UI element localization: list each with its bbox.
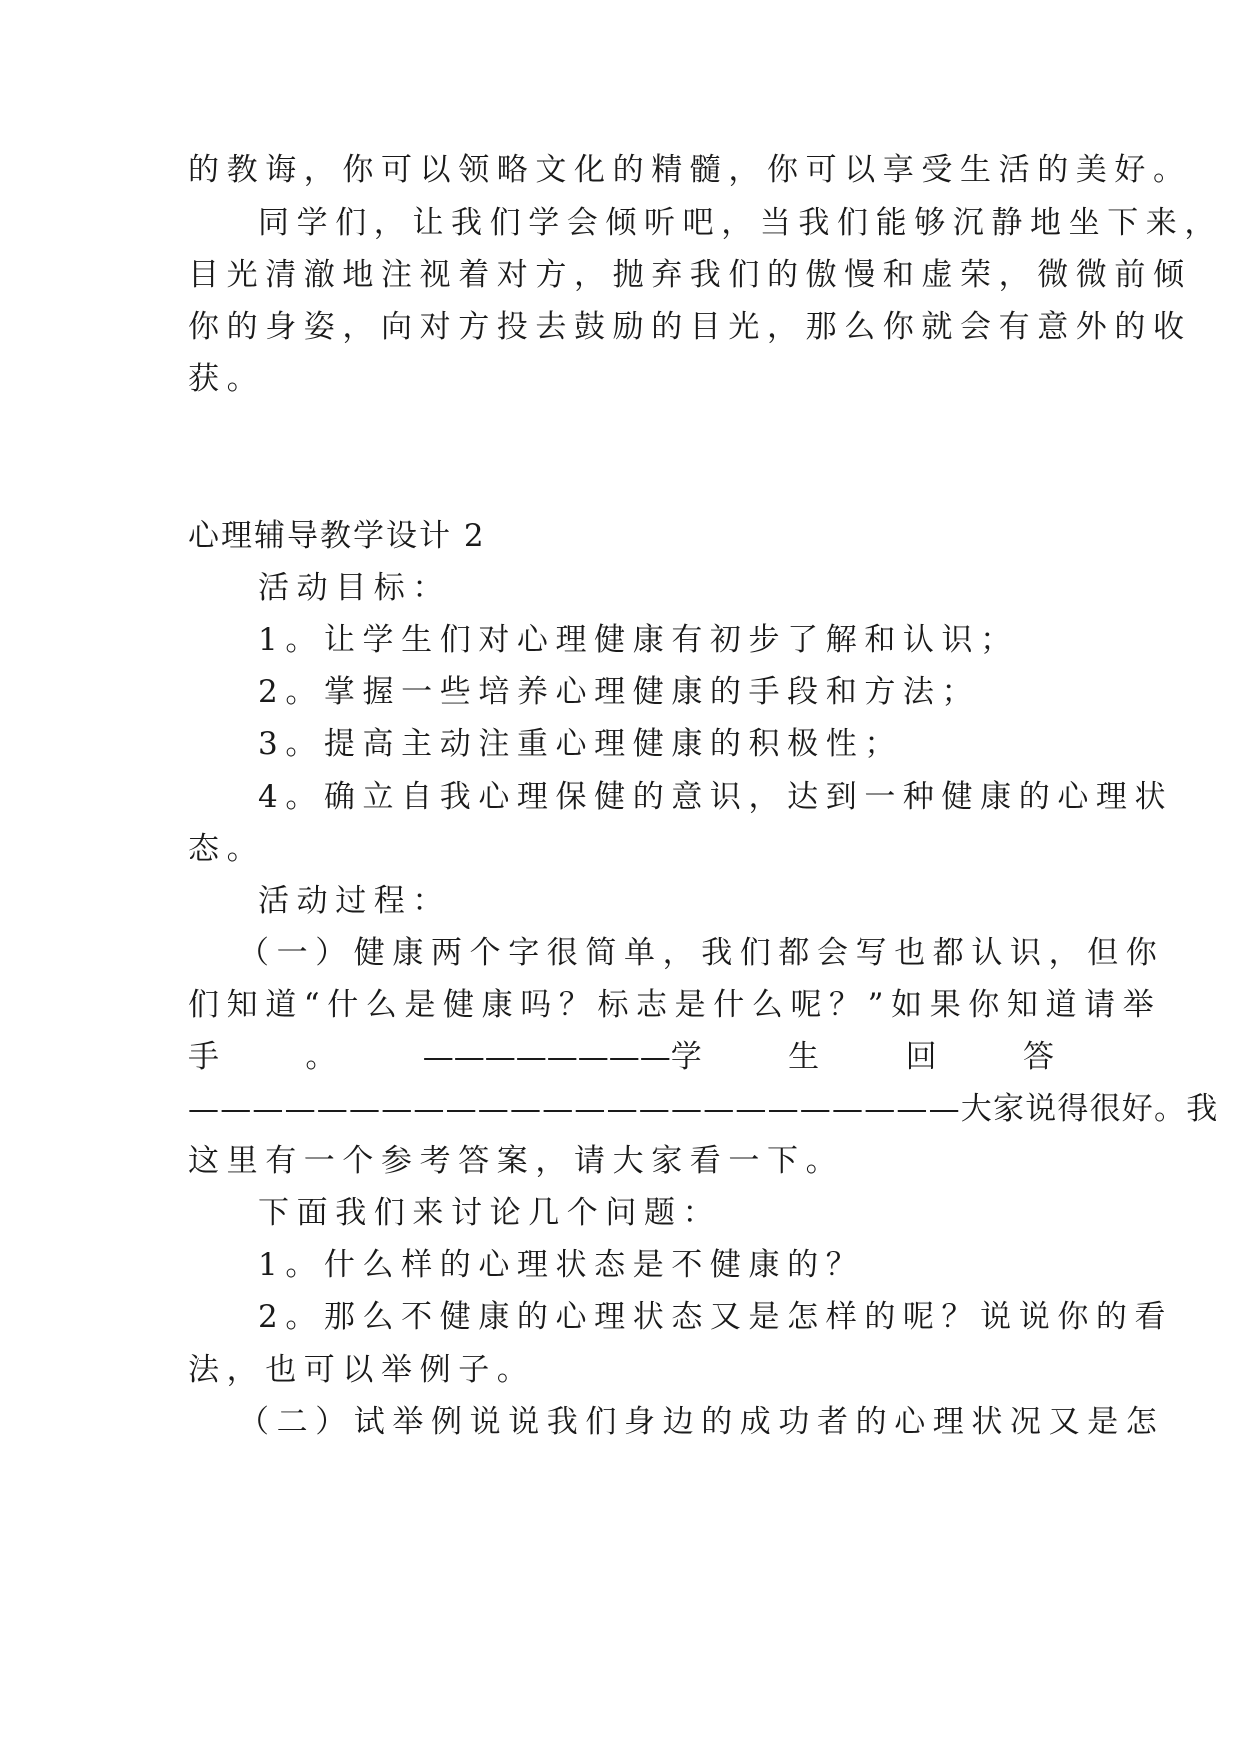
process-part-1-line-1: （一）健康两个字很简单，我们都会写也都认识，但你 bbox=[238, 935, 1165, 971]
process-part-2-line-1: （二）试举例说说我们身边的成功者的心理状况又是怎 bbox=[238, 1404, 1165, 1440]
process-part-1-line-2: 们知道“什么是健康吗？标志是什么呢？”如果你知道请举 bbox=[188, 987, 1162, 1023]
section-title: 心理辅导教学设计 2 bbox=[188, 518, 486, 554]
goal-item-4-line-1: 4。确立自我心理保健的意识，达到一种健康的心理状 bbox=[258, 779, 1174, 815]
goal-item-3: 3。提高主动注重心理健康的积极性； bbox=[258, 726, 903, 762]
listen-paragraph-line-1: 同学们，让我们学会倾听吧，当我们能够沉静地坐下来， bbox=[258, 205, 1223, 241]
discuss-question-2-line-1: 2。那么不健康的心理状态又是怎样的呢？说说你的看 bbox=[258, 1299, 1174, 1335]
justified-word-4: 生 bbox=[788, 1039, 820, 1075]
justified-word-3: ————————学 bbox=[422, 1039, 702, 1075]
goal-item-4-line-2: 态。 bbox=[188, 831, 266, 867]
justified-word-6: 答 bbox=[1022, 1039, 1054, 1075]
justified-word-5: 回 bbox=[905, 1039, 937, 1075]
goal-item-1: 1。让学生们对心理健康有初步了解和认识； bbox=[258, 622, 1019, 658]
process-part-1-line-5: 这里有一个参考答案，请大家看一下。 bbox=[188, 1143, 845, 1179]
justified-word-1: 手 bbox=[188, 1039, 219, 1075]
listen-paragraph-line-2: 目光清澈地注视着对方，抛弃我们的傲慢和虚荣，微微前倾 bbox=[188, 257, 1192, 293]
goal-item-2: 2。掌握一些培养心理健康的手段和方法； bbox=[258, 674, 981, 710]
listen-paragraph-line-4: 获。 bbox=[188, 361, 266, 397]
justified-word-2: 。 bbox=[305, 1039, 337, 1075]
listen-paragraph-line-3: 你的身姿，向对方投去鼓励的目光，那么你就会有意外的收 bbox=[188, 309, 1192, 345]
process-part-1-line-3 bbox=[188, 1037, 1054, 1077]
process-part-1-line-4: ————————————————————————大家说得很好。我 bbox=[188, 1091, 1219, 1127]
discuss-heading: 下面我们来讨论几个问题： bbox=[258, 1195, 722, 1231]
discuss-question-1: 1。什么样的心理状态是不健康的？ bbox=[258, 1247, 865, 1283]
paragraph-end-line: 的教诲，你可以领略文化的精髓，你可以享受生活的美好。 bbox=[188, 152, 1192, 188]
goals-heading: 活动目标： bbox=[258, 570, 451, 606]
discuss-question-2-line-2: 法，也可以举例子。 bbox=[188, 1352, 536, 1388]
process-heading: 活动过程： bbox=[258, 883, 451, 919]
